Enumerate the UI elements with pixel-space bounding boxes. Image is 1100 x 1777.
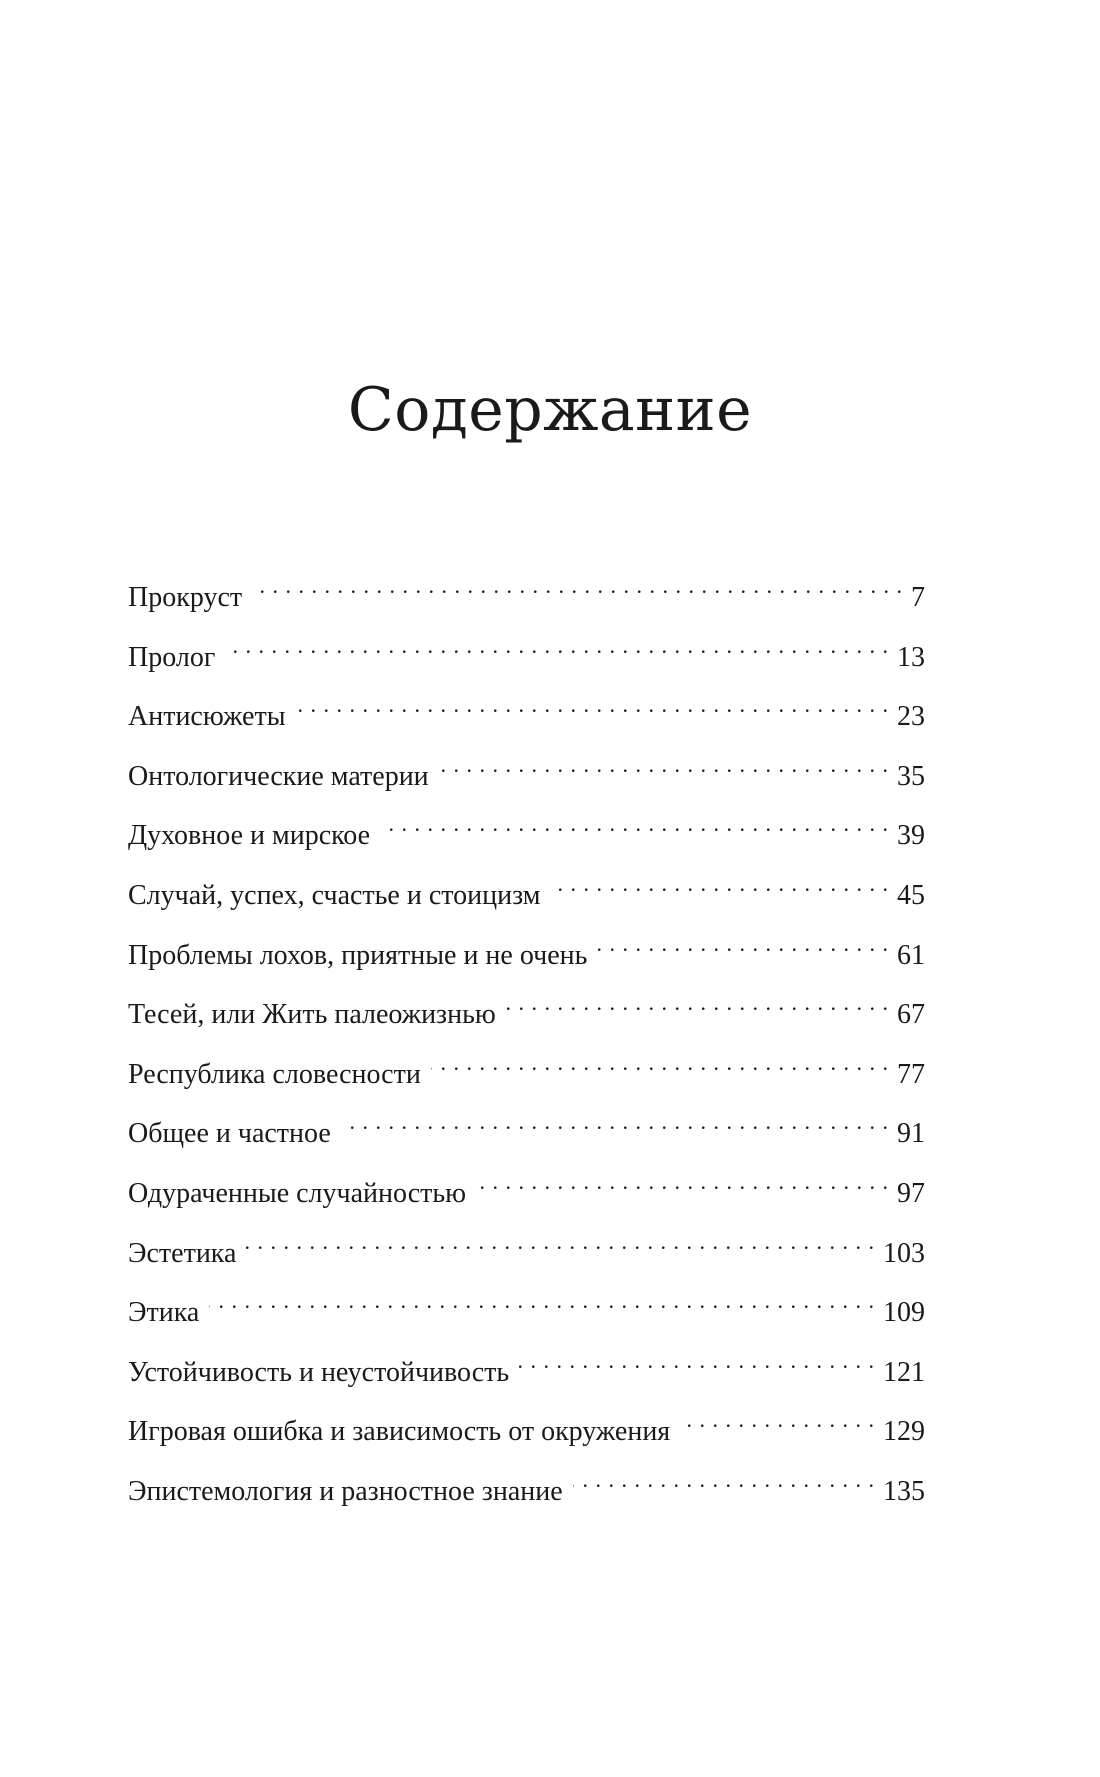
page-title: Содержание — [347, 375, 753, 445]
toc-entry-page: 121 — [883, 1356, 925, 1388]
toc-entry-10[interactable] — [128, 1162, 925, 1222]
toc-entry-4[interactable] — [128, 804, 925, 864]
dot-leader — [209, 1281, 875, 1321]
toc-entry-title: Республика словесности — [128, 1058, 421, 1090]
dot-leader — [476, 1162, 889, 1202]
toc-entry-6[interactable] — [128, 924, 925, 984]
toc-entry-title: Онтологические материи — [128, 760, 429, 792]
toc-entry-1[interactable] — [128, 626, 925, 686]
toc-entry-page: 35 — [897, 760, 925, 792]
toc-entry-title: Эпистемология и разностное знание — [128, 1475, 563, 1507]
toc-entry-page: 129 — [883, 1416, 925, 1448]
toc-entry-page: 13 — [897, 641, 925, 673]
dot-leader — [439, 745, 889, 785]
toc-entry-title: Устойчивость и неустойчивость — [128, 1356, 510, 1388]
toc-entry-title: Игровая ошибка и зависимость от окружения — [128, 1416, 671, 1448]
toc-entry-page: 91 — [897, 1118, 925, 1150]
dot-leader — [519, 1341, 875, 1381]
toc-entry-8[interactable] — [128, 1043, 925, 1103]
toc-entry-page: 135 — [883, 1475, 925, 1507]
toc-entry-page: 7 — [911, 582, 925, 613]
toc-entry-title: Эстетика — [128, 1237, 237, 1269]
toc-entry-page: 103 — [883, 1237, 925, 1269]
toc-entry-9[interactable] — [128, 1102, 925, 1162]
toc-entry-page: 109 — [883, 1297, 925, 1329]
dot-leader — [380, 804, 889, 844]
toc-entry-title: Случай, успех, счастье и стоицизм — [128, 879, 541, 911]
toc-entry-13[interactable] — [128, 1341, 925, 1401]
toc-entry-page: 23 — [897, 701, 925, 733]
dot-leader — [296, 685, 889, 725]
toc-entry-title: Духовное и мирское — [128, 820, 371, 852]
dot-leader — [550, 864, 889, 904]
dot-leader — [506, 983, 889, 1023]
toc-entry-14[interactable] — [128, 1400, 925, 1460]
toc-entry-7[interactable] — [128, 983, 925, 1043]
toc-entry-11[interactable] — [128, 1222, 925, 1282]
toc-entry-15[interactable] — [128, 1460, 925, 1520]
dot-leader — [246, 1222, 875, 1262]
toc-entry-page: 39 — [897, 820, 925, 852]
toc-entry-5[interactable] — [128, 864, 925, 924]
toc-entry-page: 77 — [897, 1058, 925, 1090]
dot-leader — [573, 1460, 875, 1500]
dot-leader — [431, 1043, 889, 1083]
toc-entry-title: Проблемы лохов, приятные и не очень — [128, 939, 588, 971]
dot-leader — [680, 1400, 875, 1440]
toc-entry-title: Этика — [128, 1297, 200, 1329]
toc-entry-page: 61 — [897, 939, 925, 971]
toc-entry-2[interactable] — [128, 685, 925, 745]
toc-entry-title: Одураченные случайностью — [128, 1177, 467, 1209]
toc-entry-page: 97 — [897, 1177, 925, 1209]
table-of-contents — [128, 566, 925, 1520]
toc-entry-0[interactable] — [128, 566, 925, 626]
toc-entry-title: Общее и частное — [128, 1118, 331, 1150]
toc-entry-title: Тесей, или Жить палеожизнью — [128, 999, 496, 1031]
toc-entry-3[interactable] — [128, 745, 925, 805]
toc-entry-12[interactable] — [128, 1281, 925, 1341]
toc-entry-page: 67 — [897, 999, 925, 1031]
toc-entry-page: 45 — [897, 879, 925, 911]
toc-entry-title: Пролог — [128, 641, 216, 673]
dot-leader — [225, 626, 889, 666]
toc-entry-title: Антисюжеты — [128, 701, 286, 733]
dot-leader — [341, 1102, 889, 1142]
toc-entry-title: Прокруст — [128, 582, 243, 613]
dot-leader — [597, 924, 889, 964]
dot-leader — [252, 566, 903, 606]
